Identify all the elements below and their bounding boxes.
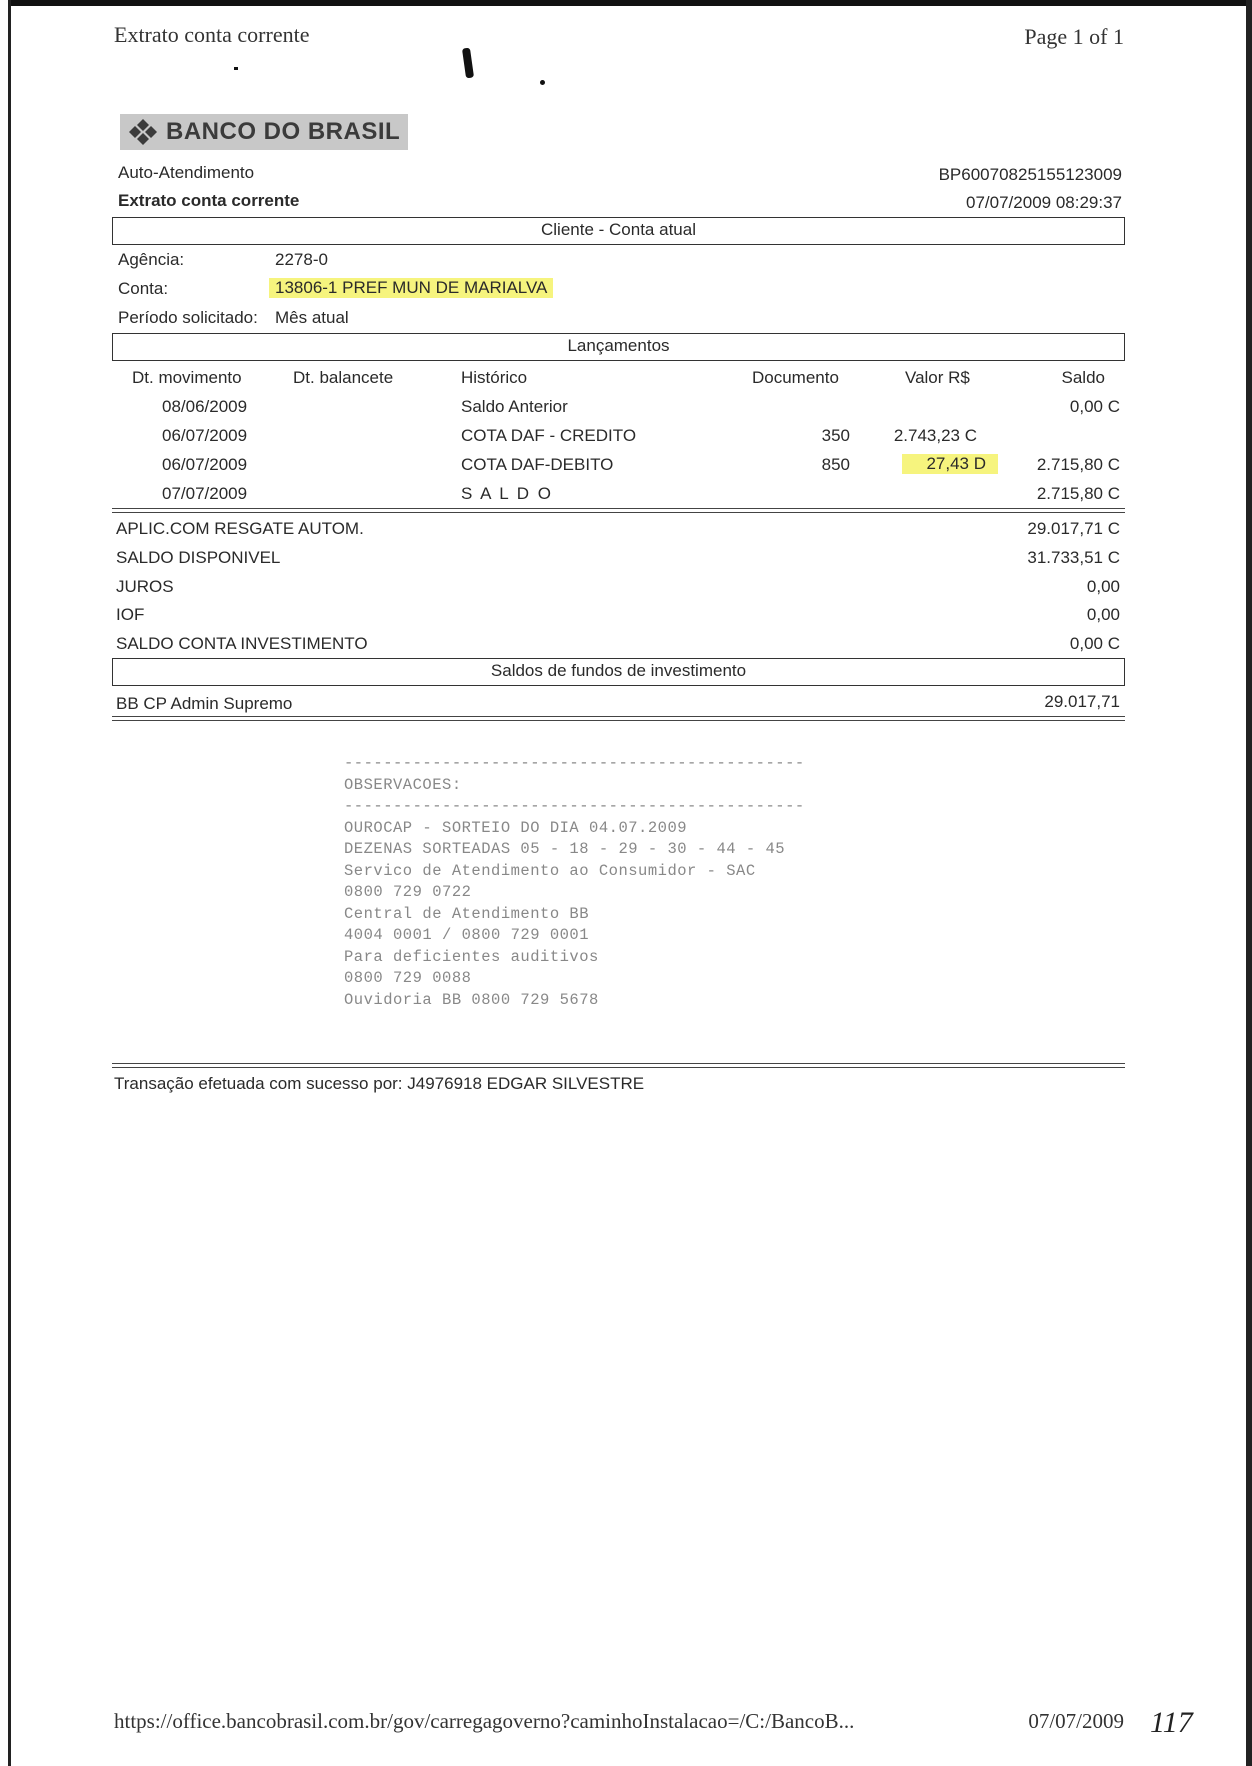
periodo-label: Período solicitado: (118, 308, 258, 327)
obs-line: OUROCAP - SORTEIO DO DIA 04.07.2009 (344, 818, 688, 837)
col-documento: Documento (752, 368, 839, 387)
summary-label: SALDO DISPONIVEL (116, 548, 281, 567)
document-title: Extrato conta corrente (118, 191, 300, 210)
cell-dt-movimento: 08/06/2009 (162, 397, 248, 416)
cell-dt-movimento: 07/07/2009 (162, 484, 248, 503)
col-saldo: Saldo (1061, 368, 1105, 387)
print-page-title: Extrato conta corrente (114, 22, 310, 47)
transaction-status: Transação efetuada com sucesso por: J4976918 EDGAR SILVESTRE (114, 1074, 645, 1093)
scan-mark (462, 48, 474, 79)
service-name: Auto-Atendimento (118, 163, 255, 182)
section-fundos-header (112, 658, 1125, 686)
agencia-label: Agência: (118, 250, 185, 269)
col-dt-balancete: Dt. balancete (293, 368, 394, 387)
summary-value: 0,00 C (1069, 634, 1120, 653)
cell-historico: COTA DAF-DEBITO (461, 455, 614, 474)
obs-line: DEZENAS SORTEADAS 05 - 18 - 29 - 30 - 44 - 45 (344, 840, 786, 858)
obs-line: Central de Atendimento BB (344, 904, 590, 923)
fundo-name: BB CP Admin Supremo (116, 694, 293, 713)
cell-documento: 350 (821, 426, 850, 445)
section-cliente-header (112, 217, 1125, 245)
summary-label: SALDO CONTA INVESTIMENTO (116, 634, 368, 653)
footer-divider (112, 1063, 1125, 1068)
obs-line: Servico de Atendimento ao Consumidor - SAC (344, 861, 756, 880)
summary-value: 0,00 (1086, 577, 1120, 596)
summary-label: APLIC.COM RESGATE AUTOM. (116, 519, 364, 538)
document-id: BP60070825155123009 (938, 165, 1122, 184)
summary-label: IOF (116, 605, 145, 624)
agencia-value: 2278-0 (275, 250, 328, 269)
print-footer-url: https://office.bancobrasil.com.br/gov/carregagoverno?caminhoInstalacao=/C:/BancoB... (114, 1709, 855, 1733)
scan-edge-left (8, 0, 11, 1766)
summary-label: JUROS (116, 577, 174, 596)
bb-logo-icon (128, 118, 158, 146)
obs-rule: ----------------------------------------------- (344, 797, 805, 815)
banco-do-brasil-logo (120, 114, 408, 150)
print-footer-date: 07/07/2009 (1028, 1709, 1124, 1733)
cell-historico: S A L D O (461, 484, 554, 503)
col-dt-movimento: Dt. movimento (132, 368, 242, 387)
observacoes-block (344, 753, 805, 1011)
cell-dt-movimento: 06/07/2009 (162, 426, 248, 445)
col-historico: Histórico (461, 368, 528, 387)
obs-line: Para deficientes auditivos (344, 947, 599, 966)
summary-value: 31.733,51 C (1027, 548, 1120, 567)
section-lancamentos-header (112, 333, 1125, 361)
obs-title: OBSERVACOES: (344, 775, 462, 794)
periodo-value: Mês atual (275, 308, 349, 327)
section-title: Saldos de fundos de investimento (490, 661, 747, 680)
handwritten-page-number: 117 (1150, 1706, 1193, 1739)
fundos-divider (112, 716, 1125, 721)
summary-value: 0,00 (1086, 605, 1120, 624)
col-valor: Valor R$ (905, 368, 970, 387)
section-title: Cliente - Conta atual (541, 220, 696, 239)
obs-line: 0800 729 0088 (344, 969, 472, 987)
summary-value: 29.017,71 C (1027, 519, 1120, 538)
scan-edge-right (1246, 0, 1252, 1766)
conta-label: Conta: (118, 279, 169, 298)
document-timestamp: 07/07/2009 08:29:37 (966, 193, 1122, 212)
cell-valor: 2.743,23 C (893, 426, 977, 445)
cell-saldo: 2.715,80 C (1036, 484, 1120, 503)
table-divider (112, 508, 1125, 513)
obs-line: Ouvidoria BB 0800 729 5678 (344, 990, 599, 1009)
cell-documento: 850 (821, 455, 850, 474)
scan-dot (234, 67, 238, 70)
section-title: Lançamentos (567, 336, 670, 355)
scan-dot (540, 80, 545, 85)
cell-historico: Saldo Anterior (461, 397, 568, 416)
cell-valor: 27,43 D (902, 454, 998, 474)
scan-edge-top (8, 0, 1252, 6)
conta-value: 13806-1 PREF MUN DE MARIALVA (269, 278, 553, 298)
cell-saldo: 0,00 C (1069, 397, 1120, 416)
logo-text: BANCO DO BRASIL (166, 118, 401, 145)
cell-saldo: 2.715,80 C (1036, 455, 1120, 474)
obs-line: 4004 0001 / 0800 729 0001 (344, 926, 590, 944)
cell-historico: COTA DAF - CREDITO (461, 426, 637, 445)
cell-dt-movimento: 06/07/2009 (162, 455, 248, 474)
obs-rule: ----------------------------------------------- (344, 754, 805, 772)
print-page-counter: Page 1 of 1 (1024, 24, 1124, 49)
fundo-value: 29.017,71 (1044, 692, 1120, 711)
obs-line: 0800 729 0722 (344, 883, 472, 901)
